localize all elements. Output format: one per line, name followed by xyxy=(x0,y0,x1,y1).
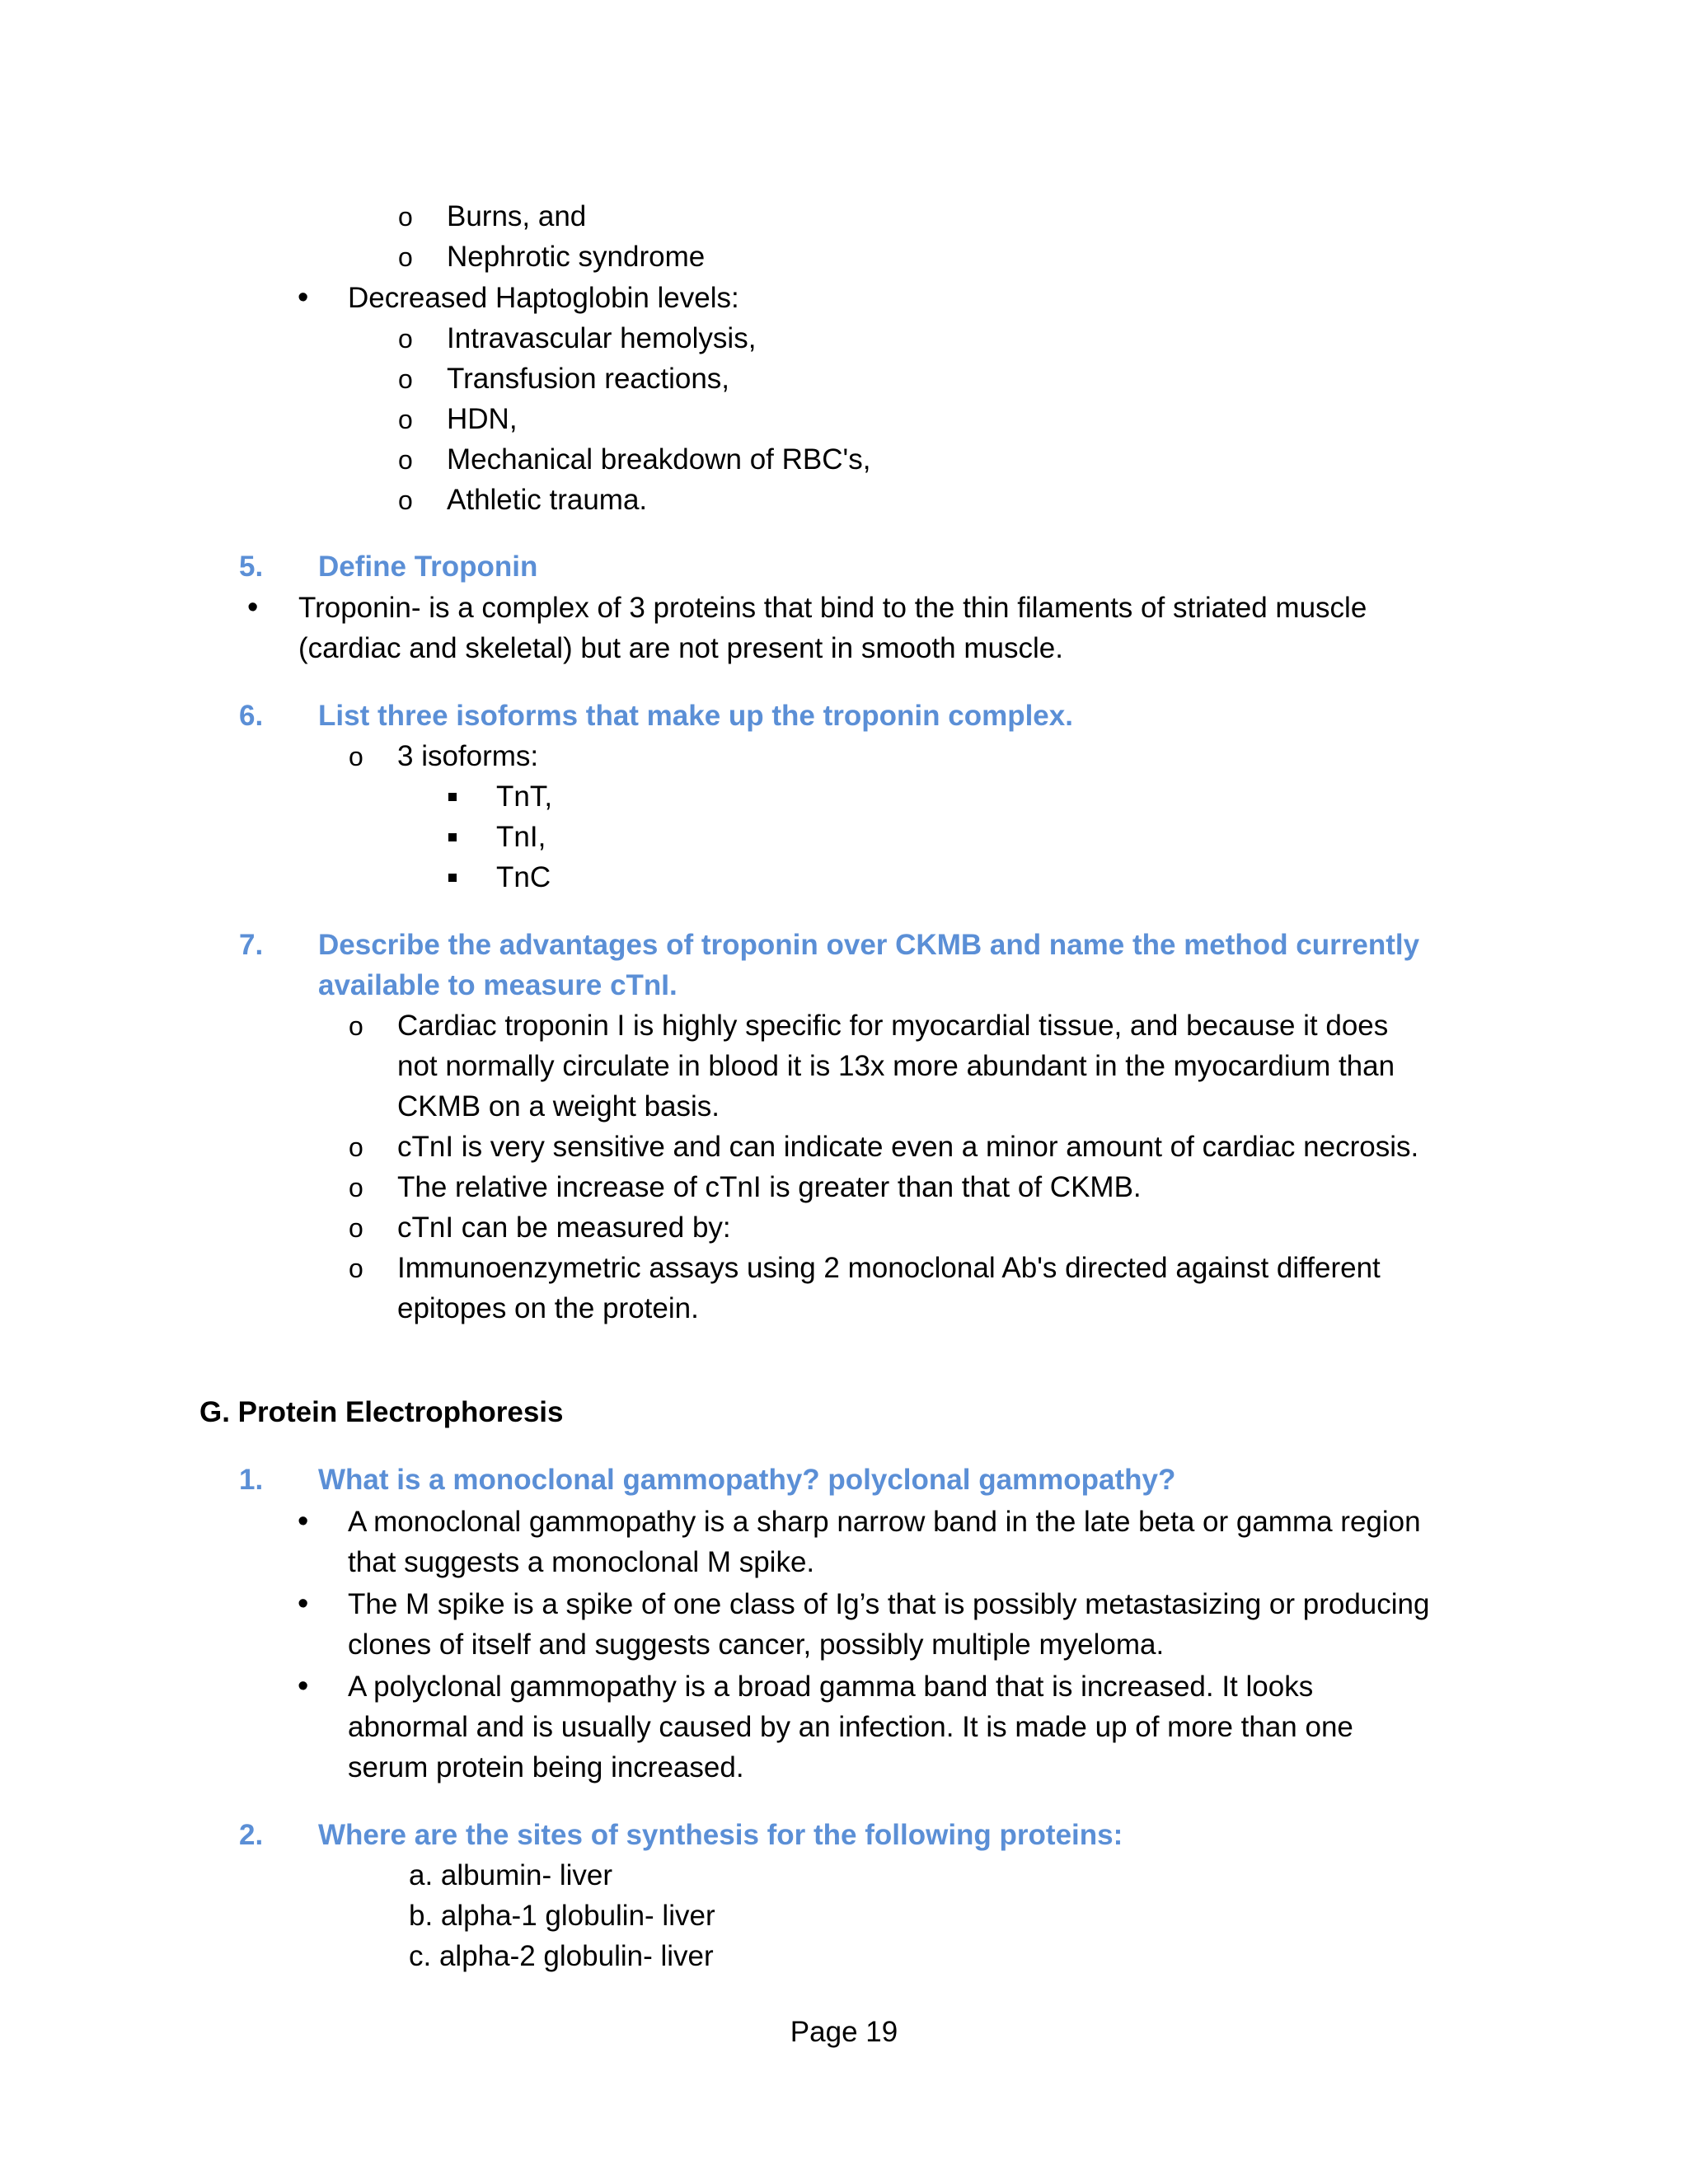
circle-bullet-icon: o xyxy=(398,485,413,515)
dot-bullet-icon: • xyxy=(298,1504,309,1539)
list-item: epitopes on the protein. xyxy=(397,1292,699,1324)
dot-bullet-icon: • xyxy=(298,1586,309,1621)
list-item: Cardiac troponin I is highly specific for myocardial tissue, and because it does xyxy=(397,1010,1389,1042)
circle-bullet-icon: o xyxy=(398,364,413,394)
answer-text: (cardiac and skeletal) but are not present in smooth muscle. xyxy=(298,632,1063,664)
question-number: 5. xyxy=(239,551,264,583)
list-item: Mechanical breakdown of RBC's, xyxy=(447,443,871,476)
circle-bullet-icon: o xyxy=(398,202,413,232)
circle-bullet-icon: o xyxy=(398,242,413,272)
list-item: 3 isoforms: xyxy=(397,740,539,772)
question-title: available to measure cTnI. xyxy=(318,969,678,1001)
question-title: Where are the sites of synthesis for the following proteins: xyxy=(318,1819,1123,1851)
question-title: Describe the advantages of troponin over CKMB and name the method currently xyxy=(318,929,1420,961)
square-bullet-icon xyxy=(448,793,457,801)
list-item: TnI, xyxy=(496,821,546,853)
list-item: clones of itself and suggests cancer, possibly multiple myeloma. xyxy=(348,1629,1165,1661)
circle-bullet-icon: o xyxy=(398,405,413,434)
list-item: TnT, xyxy=(496,780,553,813)
question-title: What is a monoclonal gammopathy? polyclonal gammopathy? xyxy=(318,1464,1176,1496)
circle-bullet-icon: o xyxy=(349,1173,363,1202)
question-number: 6. xyxy=(239,700,264,732)
circle-bullet-icon: o xyxy=(349,1213,363,1243)
list-item: Transfusion reactions, xyxy=(447,363,730,395)
list-item: serum protein being increased. xyxy=(348,1751,744,1783)
dot-bullet-icon: • xyxy=(247,590,259,625)
list-item: b. alpha-1 globulin- liver xyxy=(409,1900,715,1932)
list-item: TnC xyxy=(496,861,551,893)
list-item: c. alpha-2 globulin- liver xyxy=(409,1940,714,1972)
list-item: Intravascular hemolysis, xyxy=(447,322,757,354)
list-item: A polyclonal gammopathy is a broad gamma band that is increased. It looks xyxy=(348,1671,1314,1703)
circle-bullet-icon: o xyxy=(349,1011,363,1041)
list-item: Nephrotic syndrome xyxy=(447,241,706,273)
list-item: that suggests a monoclonal M spike. xyxy=(348,1546,815,1578)
page-number: Page 19 xyxy=(790,2016,898,2048)
list-item: The M spike is a spike of one class of Ig’s that is possibly metastasizing or producing xyxy=(348,1588,1430,1620)
circle-bullet-icon: o xyxy=(349,1132,363,1162)
list-item: A monoclonal gammopathy is a sharp narrow band in the late beta or gamma region xyxy=(348,1506,1421,1538)
list-item: CKMB on a weight basis. xyxy=(397,1090,720,1122)
circle-bullet-icon: o xyxy=(398,324,413,354)
list-item-heading: Decreased Haptoglobin levels: xyxy=(348,282,739,314)
question-title: Define Troponin xyxy=(318,551,538,583)
list-item: HDN, xyxy=(447,403,518,435)
list-item: abnormal and is usually caused by an infection. It is made up of more than one xyxy=(348,1711,1353,1743)
list-item: a. albumin- liver xyxy=(409,1859,613,1891)
dot-bullet-icon: • xyxy=(298,1669,309,1704)
square-bullet-icon xyxy=(448,874,457,882)
question-number: 2. xyxy=(239,1819,264,1851)
answer-text: Troponin- is a complex of 3 proteins that bind to the thin filaments of striated muscle xyxy=(298,592,1367,624)
list-item: cTnI is very sensitive and can indicate even a minor amount of cardiac necrosis. xyxy=(397,1131,1419,1163)
list-item: not normally circulate in blood it is 13x more abundant in the myocardium than xyxy=(397,1050,1395,1082)
section-heading: G. Protein Electrophoresis xyxy=(199,1396,564,1428)
question-number: 1. xyxy=(239,1464,264,1496)
circle-bullet-icon: o xyxy=(398,445,413,475)
question-title: List three isoforms that make up the troponin complex. xyxy=(318,700,1073,732)
square-bullet-icon xyxy=(448,833,457,841)
list-item: Burns, and xyxy=(447,200,587,232)
circle-bullet-icon: o xyxy=(349,742,363,771)
question-number: 7. xyxy=(239,929,264,961)
list-item: Immunoenzymetric assays using 2 monoclonal Ab's directed against different xyxy=(397,1252,1381,1284)
circle-bullet-icon: o xyxy=(349,1254,363,1283)
dot-bullet-icon: • xyxy=(298,280,309,315)
list-item: cTnI can be measured by: xyxy=(397,1212,731,1244)
list-item: The relative increase of cTnI is greater than that of CKMB. xyxy=(397,1171,1142,1203)
list-item: Athletic trauma. xyxy=(447,484,648,516)
